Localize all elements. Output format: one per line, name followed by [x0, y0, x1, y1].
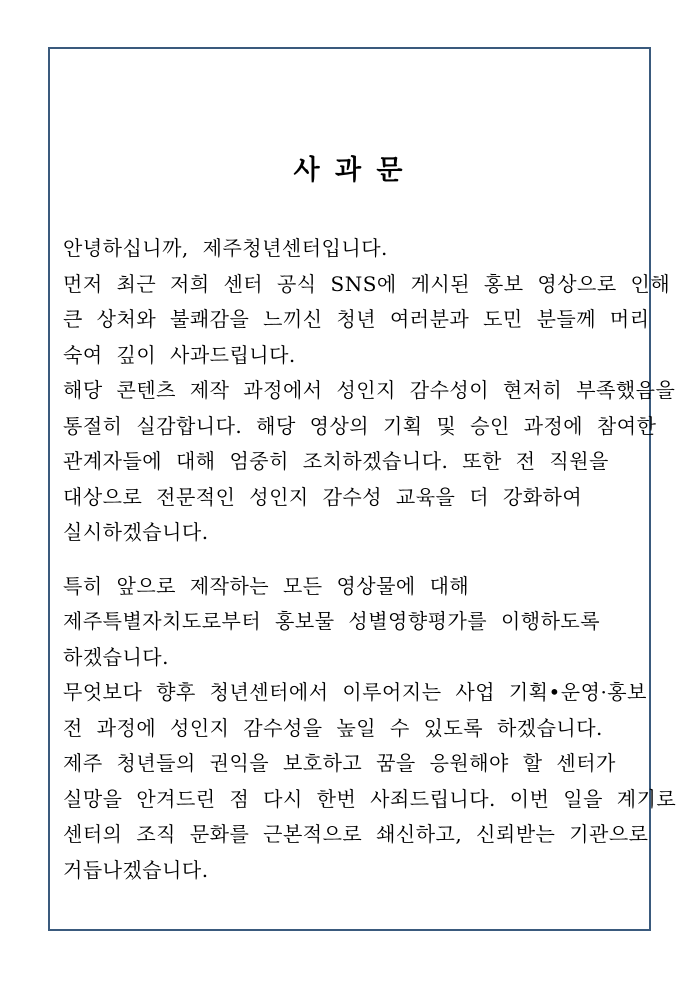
text-line: 숙여 깊이 사과드립니다.	[63, 342, 296, 367]
text-line: 특히 앞으로 제작하는 모든 영상물에 대해	[63, 573, 470, 598]
text-line: 제주특별자치도로부터 홍보물 성별영향평가를 이행하도록	[63, 609, 601, 633]
text-line: 실시하겠습니다.	[63, 520, 209, 544]
text-line: 먼저 최근 저희 센터 공식 SNS에 게시된 홍보 영상으로 인해	[63, 271, 671, 296]
text-line: 실망을 안겨드린 점 다시 한번 사죄드립니다. 이번 일을 계기로	[63, 786, 677, 811]
text-line: 전 과정에 성인지 감수성을 높일 수 있도록 하겠습니다.	[63, 715, 603, 740]
document-body	[50, 231, 677, 888]
text-line: 무엇보다 향후 청년센터에서 이루어지는 사업 기획•운영·홍보	[63, 680, 647, 704]
text-line: 대상으로 전문적인 성인지 감수성 교육을 더 강화하여	[63, 484, 583, 509]
paragraph-1	[63, 231, 676, 551]
text-line: 관계자들에 대해 엄중히 조치하겠습니다. 또한 전 직원을	[63, 449, 609, 473]
text-line: 해당 콘텐츠 제작 과정에서 성인지 감수성이 현저히 부족했음을	[63, 378, 676, 402]
text-line: 센터의 조직 문화를 근본적으로 쇄신하고, 신뢰받는 기관으로	[63, 822, 649, 846]
page-title: 사 과 문	[293, 155, 406, 186]
text-line: 통절히 실감합니다. 해당 영상의 기획 및 승인 과정에 참여한	[63, 413, 657, 438]
paragraph-2	[63, 569, 677, 889]
text-line: 하겠습니다.	[63, 644, 169, 669]
text-line: 거듭나겠습니다.	[63, 857, 209, 882]
paragraph-gap	[63, 551, 639, 569]
text-line: 제주 청년들의 권익을 보호하고 꿈을 응원해야 할 센터가	[63, 751, 616, 775]
page-border	[48, 47, 677, 931]
text-line: 큰 상처와 불쾌감을 느끼신 청년 여러분과 도민 분들께 머리	[63, 307, 650, 331]
text-line: 안녕하십니까, 제주청년센터입니다.	[63, 236, 388, 260]
